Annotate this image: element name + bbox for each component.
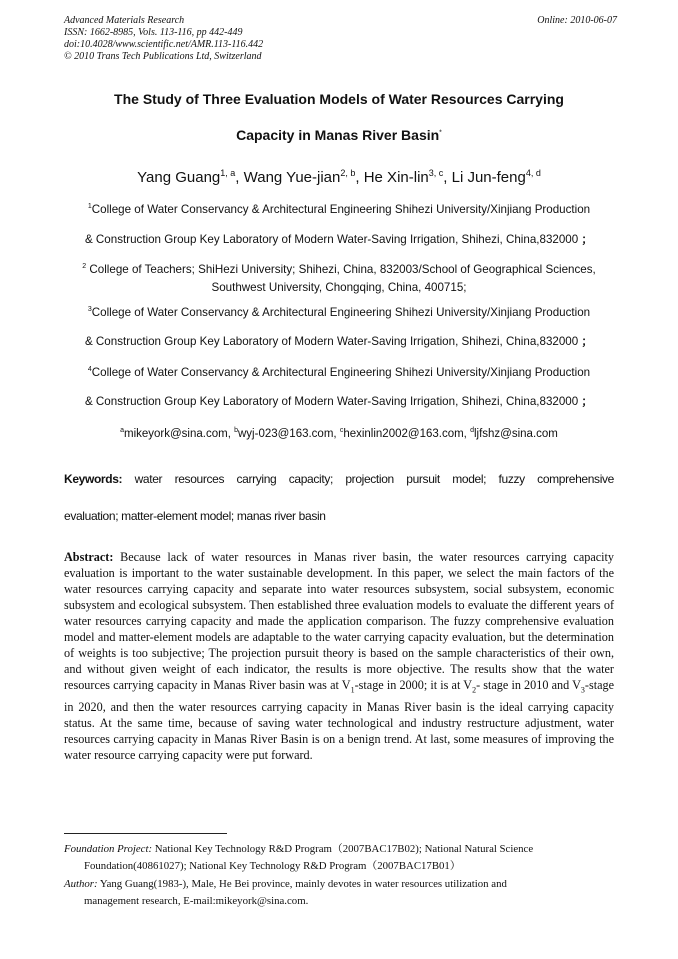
email-address: mikeyork@sina.com, [124, 427, 235, 440]
abstract-text: Because lack of water resources in Manas river basin, the water resources carrying capacity evaluation is important to the water sustainable development. In this paper, we select the main factors of the water resources carrying capacity and separate into water resources subsystem, social subsystem, economic subsystem and ecological subsystem. Then established three evaluation models to evaluate the different years of water resources carrying capacity and made the application comparison. The fuzzy comprehensive evaluation model and matter-element models are adaptable to the water carrying capacity evaluation, but the determination of weights is too subjective; The projection pursuit theory is based on the sample characteristics of their own, and without given weight of each indicator, the results is more objective. The results show that the water resources carrying capacity in Manas River basin was at V [64, 550, 615, 693]
affiliation-4-line-2 [50, 393, 628, 409]
doi-line: doi:10.4028/www.scientific.net/AMR.113-116.442 [64, 39, 264, 50]
affiliation-1-line-1 [50, 203, 628, 216]
author-sep: , [355, 169, 364, 186]
journal-header [64, 15, 263, 63]
keywords-line-2: evaluation; matter-element model; manas river basin [64, 509, 326, 523]
paper-title-line-2 [50, 127, 628, 143]
affiliation-3-line-1 [50, 306, 628, 319]
email-address: hexinlin2002@163.com, [343, 427, 471, 440]
email-list [0, 427, 678, 440]
affiliation-1-text-2: & Construction Group Key Laboratory of Modern Water-Saving Irrigation, Shihezi, China,832000 [84, 233, 579, 246]
affiliation-3-text-2: & Construction Group Key Laboratory of Modern Water-Saving Irrigation, Shihezi, China,832000 [84, 335, 579, 348]
author-sep: , [443, 169, 452, 186]
email-sup: c [339, 427, 344, 434]
email-sup: a [120, 427, 124, 434]
author-label: Author: [64, 878, 98, 890]
author-text-2: management research, E-mail:mikeyork@sina.com. [84, 895, 309, 907]
affiliation-3-line-2 [50, 333, 628, 349]
keywords-text-1: water resources carrying capacity; projection pursuit model; fuzzy comprehensive [134, 472, 614, 486]
email-sup: b [234, 427, 238, 434]
affiliation-1-text-1: College of Water Conservancy & Architectural Engineering Shihezi University/Xinjiang Production [91, 203, 591, 216]
paper-title-line-2-text: Capacity in Manas River Basin [236, 127, 440, 143]
author-footnote [64, 876, 620, 910]
keywords-line-1 [64, 472, 614, 486]
copyright-line: © 2010 Trans Tech Publications Ltd, Switzerland [64, 51, 262, 62]
abstract-text: -stage in 2020, and then the water resources carrying capacity in Manas River basin is the ideal carrying capacity status. At the same time, because of saving water technological and industry restructure adjustment, water resources carrying capacity in Manas River Basin is on a benign trend. At last, some measures of improving the water resource carrying capacity were put forward. [64, 678, 615, 762]
affiliation-4-text-1: College of Water Conservancy & Architectural Engineering Shihezi University/Xinjiang Production [91, 366, 591, 379]
affiliation-1-line-2 [50, 231, 628, 247]
paper-title-line-1: The Study of Three Evaluation Models of Water Resources Carrying [114, 91, 564, 107]
author-sup: 1, a [220, 168, 236, 178]
affiliation-3-end: ； [581, 335, 594, 348]
foundation-text-2: Foundation(40861027); National Key Technology R&D Program（2007BAC17B01） [84, 860, 461, 872]
affiliation-4-end: ； [581, 395, 594, 408]
affiliation-2-line-1 [50, 263, 628, 276]
author-name: Yang Guang [137, 169, 221, 186]
abstract-text: - stage in 2010 and V [476, 678, 581, 693]
foundation-text-1: National Key Technology R&D Program（2007BAC17B02); National Natural Science [152, 843, 534, 855]
online-date: Online: 2010-06-07 [537, 15, 617, 26]
abstract-label: Abstract: [64, 550, 114, 564]
abstract-sub: 3 [580, 685, 585, 695]
journal-name: Advanced Materials Research [64, 15, 185, 26]
affiliation-2-line-2: Southwest University, Chongqing, China, 400715; [211, 281, 467, 294]
footnote-divider [64, 833, 227, 834]
affiliation-1-sup: 1 [87, 203, 92, 211]
abstract-sub: 2 [472, 685, 477, 695]
affiliation-3-sup: 3 [87, 306, 92, 314]
email-address: ljfshz@sina.com [473, 427, 558, 440]
affiliation-4-sup: 4 [87, 366, 92, 374]
author-sep: , [235, 169, 244, 186]
email-address: wyj-023@163.com, [238, 427, 340, 440]
email-sup: d [470, 427, 474, 434]
foundation-footnote [64, 841, 620, 875]
affiliation-4-text-2: & Construction Group Key Laboratory of Modern Water-Saving Irrigation, Shihezi, China,832000 [84, 395, 579, 408]
affiliation-2-text-1: College of Teachers; ShiHezi University; Shihezi, China, 832003/School of Geographical Sciences, [89, 263, 596, 276]
author-name: Wang Yue-jian [243, 169, 341, 186]
author-list [0, 168, 678, 186]
affiliation-2-sup: 2 [82, 263, 87, 271]
abstract-text: -stage in 2000; it is at V [354, 678, 473, 693]
author-text-1: Yang Guang(1983-), Male, He Bei province, mainly devotes in water resources utilization and [97, 878, 507, 890]
author-sup: 2, b [340, 168, 356, 178]
title-note-mark: * [439, 129, 442, 137]
affiliation-1-end: ； [581, 233, 594, 246]
abstract [64, 549, 614, 763]
author-sup: 4, d [525, 168, 541, 178]
author-sup: 3, c [428, 168, 444, 178]
keywords-label: Keywords: [64, 472, 123, 486]
foundation-label: Foundation Project: [64, 843, 153, 855]
author-name: He Xin-lin [363, 169, 429, 186]
author-name: Li Jun-feng [451, 169, 526, 186]
affiliation-4-line-1 [50, 366, 628, 379]
affiliation-3-text-1: College of Water Conservancy & Architectural Engineering Shihezi University/Xinjiang Production [91, 306, 591, 319]
abstract-sub: 1 [350, 685, 355, 695]
issn-line: ISSN: 1662-8985, Vols. 113-116, pp 442-449 [64, 27, 243, 38]
